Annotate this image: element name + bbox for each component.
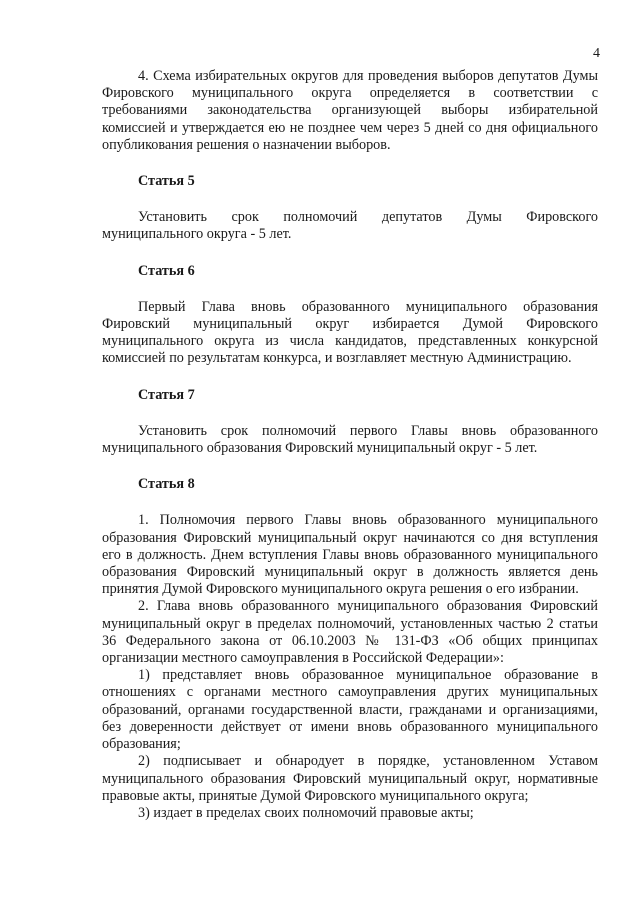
paragraph-article-5: Установить срок полномочий депутатов Думы Фировского муниципального округа - 5 лет. (102, 209, 598, 243)
document-body (102, 68, 598, 822)
paragraph-article-8-part-2: 2. Глава вновь образованного муниципального образования Фировский муниципальный округ в пределах полномочий, установленных частью 2 статьи 36 Федерального закона от 06.10.2003 № 131-ФЗ «Об общих принципах организации местного самоуправления в Российской Федерации»: (102, 598, 598, 667)
heading-article-6: Статья 6 (138, 262, 195, 279)
page-number: 4 (593, 46, 600, 61)
heading-article-5: Статья 5 (138, 173, 195, 190)
paragraph-article-6: Первый Глава вновь образованного муниципального образования Фировский муниципальный округ избирается Думой Фировского муниципального округа из числа кандидатов, представленных конкурсной комиссией по результатам конкурса, и возглавляет местную Администрацию. (102, 298, 598, 367)
heading-article-8: Статья 8 (138, 476, 195, 493)
paragraph-article-7: Установить срок полномочий первого Главы вновь образованного муниципального образования Фировский муниципальный округ - 5 лет. (102, 422, 598, 457)
paragraph-article-8-item-1: 1) представляет вновь образованное муниципальное образование в отношениях с органами местного самоуправления других муниципальных образований, органами государственной власти, гражданами и организациями, без доверенности действует от имени вновь образованного муниципального образования; (102, 667, 598, 753)
heading-article-7: Статья 7 (138, 386, 195, 403)
paragraph-article-8-item-3: 3) издает в пределах своих полномочий правовые акты; (138, 804, 474, 821)
paragraph-article-8-item-2: 2) подписывает и обнародует в порядке, установленном Уставом муниципального образования Фировский муниципальный округ, нормативные правовые акты, принятые Думой Фировского муниципального округа; (102, 753, 598, 804)
paragraph-4-electoral-scheme: 4. Схема избирательных округов для проведения выборов депутатов Думы Фировского муниципального округа определяется в соответствии с требованиями законодательства организующей выборы избирательной комиссией и утверждается ею не позднее чем через 5 дней со дня официального опубликования решения о назначении выборов. (102, 68, 598, 153)
paragraph-article-8-part-1: 1. Полномочия первого Главы вновь образованного муниципального образования Фировский муниципальный округ начинаются со дня вступления его в должность. Днем вступления Главы вновь образованного муниципального образования Фировский муниципальный округ в должность является день принятия Думой Фировского муниципального округа решения о его избрании. (102, 512, 598, 598)
